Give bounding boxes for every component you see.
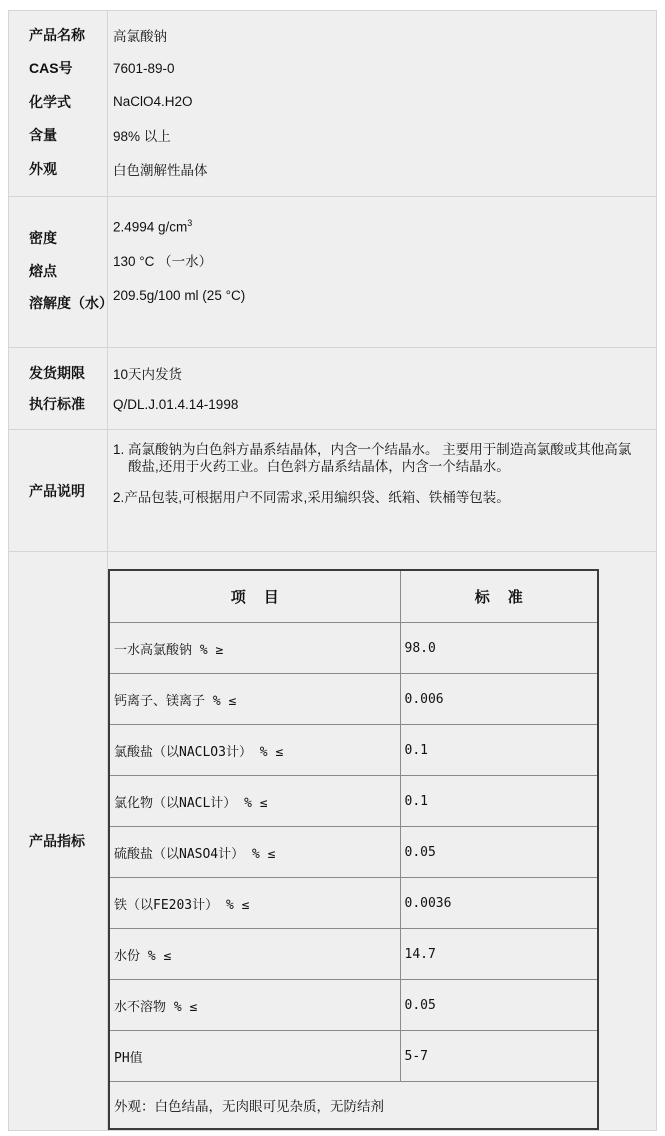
- indicator-row: [109, 623, 598, 674]
- field-value: NaClO4.H2O: [113, 94, 193, 110]
- indicator-value: 0.0036: [400, 878, 598, 929]
- table-row: [9, 357, 656, 389]
- indicator-item: 氯酸盐（以NACLO3计） % ≤: [109, 725, 400, 776]
- field-label: 熔点: [29, 262, 57, 279]
- section-properties: [9, 197, 656, 348]
- indicator-item: 硫酸盐（以NASO4计） % ≤: [109, 827, 400, 878]
- field-label: 溶解度（水）: [29, 295, 113, 311]
- table-row: [9, 52, 656, 86]
- indicator-item: 铁（以FE203计） % ≤: [109, 878, 400, 929]
- field-label: CAS号: [29, 60, 73, 77]
- field-value: 7601-89-0: [113, 60, 175, 76]
- indicator-item: 氯化物（以NACL计） % ≤: [109, 776, 400, 827]
- indicators-header-item: 项 目: [109, 570, 400, 623]
- properties-values: [108, 197, 245, 347]
- indicator-item: 水不溶物 % ≤: [109, 980, 400, 1031]
- properties-labels: [9, 197, 113, 347]
- indicator-item: PH值: [109, 1031, 400, 1082]
- indicator-item: 一水高氯酸钠 % ≥: [109, 623, 400, 674]
- table-row: [9, 18, 656, 52]
- indicator-value: 0.006: [400, 674, 598, 725]
- indicators-footer-row: [109, 1082, 598, 1130]
- indicator-value: 0.1: [400, 776, 598, 827]
- indicator-row: [109, 980, 598, 1031]
- section-description: [9, 430, 656, 552]
- indicator-value: 5-7: [400, 1031, 598, 1082]
- table-row: [9, 389, 656, 421]
- indicator-item: 钙离子、镁离子 % ≤: [109, 674, 400, 725]
- density-value: 2.4994 $g/cm^3$: [113, 218, 193, 235]
- table-row: [9, 85, 656, 119]
- indicator-value: 0.05: [400, 980, 598, 1031]
- indicators-content: [108, 552, 656, 1130]
- field-label: 密度: [29, 230, 57, 246]
- melting-point-value: 130 °C （一水）: [113, 253, 213, 269]
- indicator-value: 98.0: [400, 623, 598, 674]
- field-value: Q/DL.J.01.4.14-1998: [113, 396, 239, 412]
- field-label: 执行标准: [29, 396, 85, 413]
- description-item-1: 1. 高氯酸钠为白色斜方晶系结晶体，内含一个结晶水。 主要用于制造高氯酸或其他高氯酸盐,还用于火药工业。白色斜方晶系结晶体，内含一个结晶水。: [113, 442, 632, 474]
- superscript: 3: [187, 218, 193, 228]
- solubility-value: 209.5g/100 ml (25 °C): [113, 287, 246, 303]
- indicator-value: 14.7: [400, 929, 598, 980]
- section-delivery: [9, 348, 656, 430]
- field-value: 98% 以上: [113, 129, 171, 145]
- indicator-row: [109, 827, 598, 878]
- table-row: [9, 152, 656, 186]
- indicator-item: 水份 % ≤: [109, 929, 400, 980]
- indicator-row: [109, 674, 598, 725]
- indicators-header-standard: 标 准: [400, 570, 598, 623]
- section-indicators: [9, 552, 656, 1130]
- description-item-2: 2.产品包装,可根据用户不同需求,采用编织袋、纸箱、铁桶等包装。: [113, 490, 510, 505]
- indicators-footer: 外观：白色结晶，无肉眼可见杂质，无防结剂: [109, 1082, 598, 1130]
- field-value: 高氯酸钠: [113, 28, 167, 44]
- field-label: 产品说明: [29, 482, 85, 499]
- indicator-row: [109, 776, 598, 827]
- field-label: 产品指标: [29, 833, 85, 849]
- description-text: [108, 430, 656, 551]
- indicator-value: 0.1: [400, 725, 598, 776]
- field-label: 含量: [29, 127, 57, 144]
- indicator-row: [109, 878, 598, 929]
- field-label: 发货期限: [29, 364, 85, 381]
- table-row: [9, 119, 656, 153]
- indicators-header-row: [109, 570, 598, 623]
- indicator-row: [109, 725, 598, 776]
- field-label: 化学式: [29, 93, 71, 110]
- field-value: 10天内发货: [113, 366, 183, 382]
- section-basic-info: [9, 11, 656, 197]
- field-label: 外观: [29, 160, 57, 177]
- indicator-row: [109, 929, 598, 980]
- field-label: 产品名称: [29, 26, 85, 43]
- product-spec-table: [8, 10, 657, 1131]
- field-value: 白色潮解性晶体: [113, 162, 208, 178]
- indicator-value: 0.05: [400, 827, 598, 878]
- indicators-table: [108, 569, 599, 1130]
- indicator-row: [109, 1031, 598, 1082]
